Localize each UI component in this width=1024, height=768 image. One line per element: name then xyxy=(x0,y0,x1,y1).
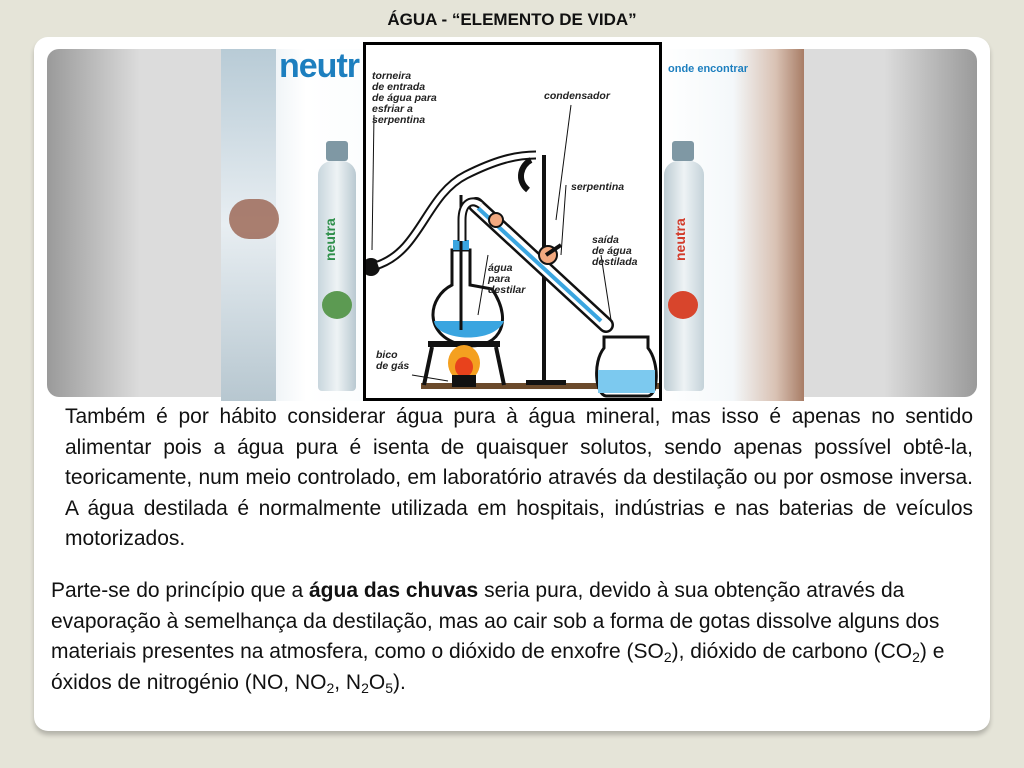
paragraph-rain-water: Parte-se do princípio que a água das chuvas seria pura, devido à sua obtenção através da evaporação à semelhança da destilação, mas ao cair sob a forma de gotas dissolve alguns dos materiais presentes na atmosfera, como o dióxido de enxofre $(SO_2)$, dióxido de carbono $(CO_2)$ e óxidos de nitrogénio (NO, $NO_2$, $N_2O_5$). xyxy=(51,579,945,696)
label-saida: saída de água destilada xyxy=(592,234,638,268)
slide-title: ÁGUA - “ELEMENTO DE VIDA” xyxy=(387,10,637,29)
bottle-label-left: neutra xyxy=(322,218,338,261)
label-serpentina: serpentina xyxy=(571,181,625,193)
ad-caption-right: onde encontrar xyxy=(668,63,749,75)
water-ad-right-image xyxy=(662,49,804,401)
bottle-left xyxy=(316,141,358,391)
bottle-right xyxy=(662,141,706,391)
paragraph-mineral-water: Também é por hábito considerar água pura à água mineral, mas isso é apenas no sentido alimentar pois a água pura é isenta de quaisquer solutos, sendo apenas possível obtê-la, teoricamente, num meio controlado, em laboratório através da destilação ou por osmose inversa. A água destilada é normalmente utilizada em hospitais, indústrias e nas baterias de veículos motorizados. xyxy=(65,405,973,550)
label-torneira: torneira de entrada de água para esfriar a serpentina xyxy=(372,70,437,126)
water-ad-left-image xyxy=(221,49,363,401)
label-agua: água para destilar xyxy=(488,262,526,296)
label-condensador: condensador xyxy=(544,90,610,102)
gas-burner xyxy=(452,375,476,387)
bottle-label-right: neutra xyxy=(672,218,688,261)
brand-logo-left: neutr xyxy=(279,49,359,85)
distillation-diagram xyxy=(363,42,662,401)
bold-agua-chuvas: água das chuvas xyxy=(309,579,479,602)
label-bico: bico de gás xyxy=(376,349,410,372)
